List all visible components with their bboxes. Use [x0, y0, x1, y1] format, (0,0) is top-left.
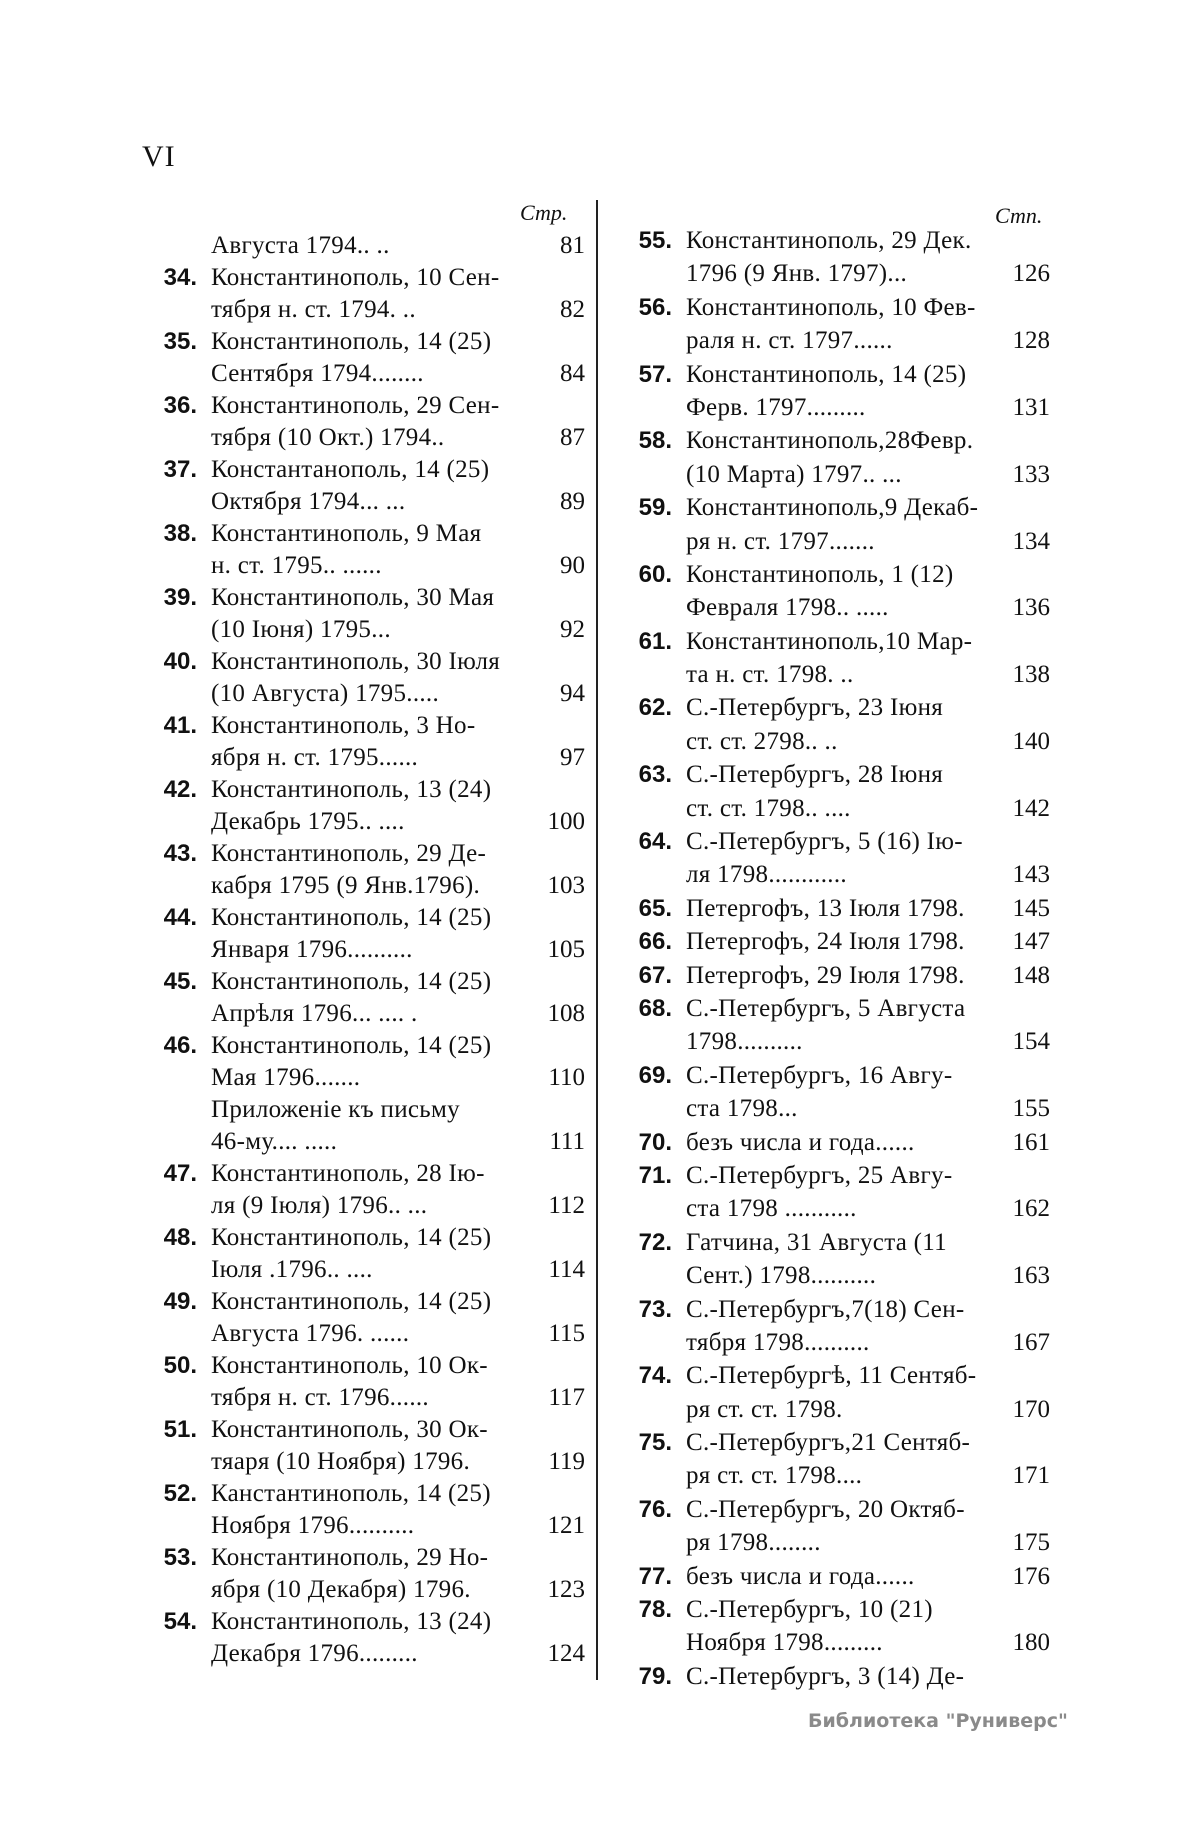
toc-line	[135, 614, 585, 646]
toc-line	[135, 294, 585, 326]
entry-title: кабря 1795 (9 Янв.1796).	[211, 872, 481, 899]
toc-line	[135, 1542, 585, 1574]
entry-page-number: 140	[1012, 727, 1050, 755]
toc-line	[610, 1259, 1050, 1292]
toc-line	[610, 925, 1050, 958]
entry-number: 44.	[163, 904, 197, 931]
entry-title: С.-Петербургъ, 10 (21)	[686, 1596, 933, 1624]
entry-title: Константинополь, 30 Мая	[211, 584, 495, 611]
toc-line	[610, 1025, 1050, 1058]
entry-title: Октября 1794... ...	[211, 488, 406, 515]
toc-line	[135, 998, 585, 1030]
toc-line	[135, 230, 585, 262]
entry-title: Апрѣля 1796... .... .	[211, 1000, 418, 1027]
entry-number: 73.	[638, 1295, 672, 1323]
entry-page-number: 131	[1012, 393, 1050, 421]
entry-page-number: 143	[1012, 861, 1050, 889]
entry-title: (10 Іюня) 1795...	[211, 616, 391, 643]
entry-page-number: 138	[1012, 661, 1050, 689]
toc-line	[135, 454, 585, 486]
toc-line	[610, 1626, 1050, 1659]
entry-title: С.-Петербургъ, 5 (16) Ію-	[686, 828, 963, 856]
toc-line	[610, 1526, 1050, 1559]
entry-title: ста 1798...	[686, 1095, 798, 1123]
entry-page-number: 105	[547, 936, 585, 963]
entry-number: 60.	[638, 560, 672, 588]
toc-line	[135, 550, 585, 582]
entry-title: Константинополь, 29 Де-	[211, 840, 487, 867]
entry-title: Ноября 1796..........	[211, 1512, 415, 1539]
toc-line	[135, 1446, 585, 1478]
entry-page-number: 148	[1012, 961, 1050, 989]
entry-title: ря 1798........	[686, 1529, 821, 1557]
entry-title: Константинополь, 9 Мая	[211, 520, 482, 547]
entry-title: Константинополь, 29 Но-	[211, 1544, 489, 1571]
entry-number: 74.	[638, 1362, 672, 1390]
toc-line	[610, 1426, 1050, 1459]
entry-page-number: 97	[560, 744, 585, 771]
entry-title: С.-Петербургъ, 23 Іюня	[686, 694, 944, 722]
entry-title: Ферв. 1797.........	[686, 393, 866, 421]
entry-number: 41.	[163, 712, 197, 739]
toc-line	[610, 324, 1050, 357]
toc-line	[610, 558, 1050, 591]
toc-line	[135, 518, 585, 550]
entry-title: С.-Петербургъ,7(18) Сен-	[686, 1295, 965, 1323]
entry-number: 46.	[163, 1032, 197, 1059]
entry-title: ля 1798............	[686, 861, 847, 889]
toc-line	[610, 424, 1050, 457]
entry-title: н. ст. 1795.. ......	[211, 552, 382, 579]
entry-number: 43.	[163, 840, 197, 867]
toc-line	[610, 1159, 1050, 1192]
entry-title: ст. ст. 2798.. ..	[686, 727, 838, 755]
entry-title: Сент.) 1798..........	[686, 1262, 877, 1290]
toc-line	[610, 858, 1050, 891]
entry-page-number: 90	[560, 552, 585, 579]
entry-title: С.-Петербургѣ, 11 Сентяб-	[686, 1362, 977, 1390]
entry-number: 63.	[638, 761, 672, 789]
entry-title: раля н. ст. 1797......	[686, 327, 893, 355]
entry-page-number: 87	[560, 424, 585, 451]
entry-number: 51.	[163, 1416, 197, 1443]
toc-line	[610, 1660, 1050, 1693]
entry-title: Константинополь, 13 (24)	[211, 776, 492, 803]
toc-line	[135, 486, 585, 518]
entry-page-number: 81	[560, 232, 585, 259]
entry-title: Гатчина, 31 Августа (11	[686, 1228, 947, 1256]
toc-line	[610, 625, 1050, 658]
entry-number: 50.	[163, 1352, 197, 1379]
entry-title: Константинополь, 3 Но-	[211, 712, 476, 739]
toc-line	[135, 774, 585, 806]
toc-line	[135, 1414, 585, 1446]
entry-title: Константинополь, 29 Сен-	[211, 392, 500, 419]
entry-page-number: 126	[1012, 260, 1050, 288]
entry-number: 62.	[638, 694, 672, 722]
entry-number: 65.	[638, 894, 672, 922]
toc-line	[135, 870, 585, 902]
entry-title: ября (10 Декабря) 1796.	[211, 1576, 471, 1603]
entry-title: 1796 (9 Янв. 1797)...	[686, 260, 908, 288]
toc-line	[135, 390, 585, 422]
entry-title: Константинополь, 30 Ок-	[211, 1416, 488, 1443]
entry-number: 42.	[163, 776, 197, 803]
entry-title: Константинополь, 10 Сен-	[211, 264, 500, 291]
entry-title: Константинополь, 13 (24)	[211, 1608, 492, 1635]
entry-number: 58.	[638, 427, 672, 455]
entry-title: С.-Петербургъ, 3 (14) Де-	[686, 1662, 965, 1690]
entry-title: Петергофъ, 24 Іюля 1798.	[686, 928, 965, 956]
toc-line	[135, 1286, 585, 1318]
entry-title: Канстантинополь, 14 (25)	[211, 1480, 491, 1507]
entry-number: 39.	[163, 584, 197, 611]
entry-page-number: 176	[1012, 1562, 1050, 1590]
entry-title: С.-Петербургъ, 5 Августа	[686, 994, 966, 1022]
entry-page-number: 142	[1012, 794, 1050, 822]
toc-line	[610, 892, 1050, 925]
toc-line	[135, 1638, 585, 1670]
entry-page-number: 82	[560, 296, 585, 323]
toc-line	[610, 1326, 1050, 1359]
toc-line	[135, 742, 585, 774]
entry-number: 37.	[163, 456, 197, 483]
library-watermark: Библиотека "Руниверс"	[808, 1710, 1068, 1732]
entry-title: С.-Петербургъ, 25 Авгу-	[686, 1161, 953, 1189]
entry-page-number: 175	[1012, 1529, 1050, 1557]
entry-page-number: 147	[1012, 928, 1050, 956]
entry-page-number: 115	[548, 1320, 585, 1347]
toc-line	[135, 1126, 585, 1158]
toc-line	[135, 358, 585, 390]
entry-title: Февраля 1798.. .....	[686, 594, 889, 622]
entry-number: 78.	[638, 1596, 672, 1624]
toc-right-column	[610, 224, 1050, 1693]
entry-number: 38.	[163, 520, 197, 547]
entry-page-number: 110	[548, 1064, 585, 1091]
toc-line	[610, 525, 1050, 558]
toc-line	[135, 646, 585, 678]
toc-line	[135, 1190, 585, 1222]
entry-title: Константанополь, 14 (25)	[211, 456, 490, 483]
toc-line	[135, 1574, 585, 1606]
entry-title: ста 1798 ...........	[686, 1195, 857, 1223]
toc-line	[610, 291, 1050, 324]
entry-number: 55.	[638, 227, 672, 254]
toc-line	[135, 1318, 585, 1350]
toc-line	[135, 710, 585, 742]
entry-number: 77.	[638, 1562, 672, 1590]
entry-number: 56.	[638, 293, 672, 321]
entry-title: Константинополь, 14 (25)	[211, 904, 492, 931]
entry-title: ря ст. ст. 1798....	[686, 1462, 863, 1490]
entry-number: 64.	[638, 828, 672, 856]
toc-line	[135, 1478, 585, 1510]
toc-line	[610, 992, 1050, 1025]
toc-line	[135, 1158, 585, 1190]
toc-line	[135, 582, 585, 614]
entry-title: Декабрь 1795.. ....	[211, 808, 405, 835]
toc-line	[610, 1393, 1050, 1426]
entry-title: (10 Августа) 1795.....	[211, 680, 440, 707]
entry-number: 36.	[163, 392, 197, 419]
toc-line	[135, 1350, 585, 1382]
toc-line	[135, 1222, 585, 1254]
entry-number: 45.	[163, 968, 197, 995]
entry-title: Константинополь, 10 Фев-	[686, 293, 976, 321]
entry-title: 1798..........	[686, 1028, 803, 1056]
toc-line	[610, 959, 1050, 992]
toc-line	[610, 491, 1050, 524]
entry-page-number: 128	[1012, 327, 1050, 355]
entry-number: 35.	[163, 328, 197, 355]
entry-page-number: 100	[547, 808, 585, 835]
entry-title: Августа 1796. ......	[211, 1320, 410, 1347]
entry-page-number: 92	[560, 616, 585, 643]
entry-title: Ноября 1798.........	[686, 1629, 883, 1657]
toc-line	[610, 825, 1050, 858]
toc-line	[135, 262, 585, 294]
entry-title: Константинополь, 1 (12)	[686, 560, 954, 588]
entry-title: тября (10 Окт.) 1794..	[211, 424, 445, 451]
entry-page-number: 111	[549, 1128, 585, 1155]
entry-page-number: 170	[1012, 1395, 1050, 1423]
entry-page-number: 161	[1012, 1128, 1050, 1156]
toc-left-column	[135, 230, 585, 1670]
toc-line	[135, 1254, 585, 1286]
toc-line	[610, 1059, 1050, 1092]
toc-line	[610, 758, 1050, 791]
toc-line	[135, 1382, 585, 1414]
entry-number: 68.	[638, 994, 672, 1022]
entry-number: 34.	[163, 264, 197, 291]
entry-title: С.-Петербургъ,21 Сентяб-	[686, 1429, 971, 1457]
entry-title: Константинополь, 29 Дек.	[686, 227, 972, 254]
toc-line	[135, 422, 585, 454]
entry-title: тября н. ст. 1796......	[211, 1384, 429, 1411]
toc-line	[135, 966, 585, 998]
entry-page-number: 180	[1012, 1629, 1050, 1657]
entry-title: Константинополь, 14 (25)	[211, 1032, 492, 1059]
entry-title: тяаря (10 Ноября) 1796.	[211, 1448, 471, 1475]
entry-number: 52.	[163, 1480, 197, 1507]
toc-line	[135, 934, 585, 966]
toc-line	[610, 1459, 1050, 1492]
entry-title: (10 Марта) 1797.. ...	[686, 460, 902, 488]
toc-line	[610, 591, 1050, 624]
entry-number: 53.	[163, 1544, 197, 1571]
toc-line	[610, 1192, 1050, 1225]
entry-title: ля (9 Іюля) 1796.. ...	[211, 1192, 428, 1219]
entry-page-number: 136	[1012, 594, 1050, 622]
entry-title: Константинополь,28Февр.	[686, 427, 974, 455]
entry-number: 66.	[638, 928, 672, 956]
entry-title: С.-Петербургъ, 20 Октяб-	[686, 1495, 965, 1523]
entry-title: Января 1796..........	[211, 936, 413, 963]
entry-number: 67.	[638, 961, 672, 989]
entry-number: 79.	[638, 1662, 672, 1690]
entry-title: Константинополь, 14 (25)	[211, 1288, 492, 1315]
toc-line	[610, 1293, 1050, 1326]
entry-title: Сентября 1794........	[211, 360, 424, 387]
entry-number: 71.	[638, 1161, 672, 1189]
entry-title: ст. ст. 1798.. ....	[686, 794, 851, 822]
column-divider	[596, 200, 598, 1680]
entry-title: Іюля .1796.. ....	[211, 1256, 373, 1283]
toc-line	[610, 458, 1050, 491]
entry-title: Константинополь, 14 (25)	[686, 360, 967, 388]
toc-line	[610, 1560, 1050, 1593]
entry-page-number: 167	[1012, 1328, 1050, 1356]
entry-page-number: 117	[548, 1384, 585, 1411]
toc-line	[610, 1226, 1050, 1259]
toc-line	[135, 1606, 585, 1638]
right-page-column-header: Стп.	[995, 203, 1043, 228]
toc-line	[135, 1030, 585, 1062]
toc-line	[610, 391, 1050, 424]
entry-title: тября н. ст. 1794. ..	[211, 296, 416, 323]
entry-page-number: 133	[1012, 460, 1050, 488]
entry-title: безъ числа и года......	[686, 1128, 915, 1156]
toc-line	[135, 326, 585, 358]
toc-line	[610, 658, 1050, 691]
toc-line	[610, 1493, 1050, 1526]
entry-page-number: 154	[1012, 1028, 1050, 1056]
entry-number: 70.	[638, 1128, 672, 1156]
entry-page-number: 89	[560, 488, 585, 515]
entry-title: тября 1798..........	[686, 1328, 870, 1356]
entry-page-number: 145	[1012, 894, 1050, 922]
entry-title: та н. ст. 1798. ..	[686, 661, 854, 689]
toc-line	[610, 257, 1050, 290]
entry-number: 54.	[163, 1608, 197, 1635]
entry-title: Константинополь, 14 (25)	[211, 1224, 492, 1251]
toc-line	[610, 725, 1050, 758]
toc-line	[135, 1062, 585, 1094]
entry-number: 61.	[638, 627, 672, 655]
entry-title: Константинополь, 14 (25)	[211, 968, 492, 995]
toc-line	[610, 358, 1050, 391]
toc-line	[610, 1126, 1050, 1159]
entry-title: Константинополь, 30 Іюля	[211, 648, 501, 675]
entry-title: С.-Петербургъ, 28 Іюня	[686, 761, 944, 789]
entry-number: 47.	[163, 1160, 197, 1187]
entry-title: Константинополь,9 Декаб-	[686, 494, 979, 522]
entry-page-number: 112	[548, 1192, 585, 1219]
entry-page-number: 121	[547, 1512, 585, 1539]
entry-title: Приложеніе къ письму	[211, 1096, 460, 1123]
entry-title: Августа 1794.. ..	[211, 232, 390, 259]
entry-page-number: 134	[1012, 527, 1050, 555]
toc-line	[610, 1092, 1050, 1125]
page-folio: VI	[142, 140, 176, 173]
entry-title: С.-Петербургъ, 16 Авгу-	[686, 1061, 953, 1089]
entry-page-number: 84	[560, 360, 585, 387]
entry-title: Константинополь, 28 Ію-	[211, 1160, 485, 1187]
toc-line	[610, 792, 1050, 825]
entry-page-number: 163	[1012, 1262, 1050, 1290]
toc-line	[135, 1510, 585, 1542]
entry-page-number: 94	[560, 680, 585, 707]
entry-number: 48.	[163, 1224, 197, 1251]
left-page-column-header: Стр.	[520, 200, 568, 225]
entry-title: ря ст. ст. 1798.	[686, 1395, 843, 1423]
entry-title: ря н. ст. 1797.......	[686, 527, 875, 555]
toc-line	[610, 1359, 1050, 1392]
entry-number: 76.	[638, 1495, 672, 1523]
entry-title: Декабря 1796.........	[211, 1640, 418, 1667]
entry-number: 69.	[638, 1061, 672, 1089]
entry-title: Петергофъ, 13 Іюля 1798.	[686, 894, 965, 922]
entry-page-number: 155	[1012, 1095, 1050, 1123]
toc-line	[135, 806, 585, 838]
entry-page-number: 114	[548, 1256, 585, 1283]
entry-title: ября н. ст. 1795......	[211, 744, 419, 771]
toc-line	[610, 691, 1050, 724]
entry-title: безъ числа и года......	[686, 1562, 915, 1590]
entry-page-number: 103	[547, 872, 585, 899]
entry-number: 57.	[638, 360, 672, 388]
entry-page-number: 119	[548, 1448, 585, 1475]
entry-title: Петергофъ, 29 Іюля 1798.	[686, 961, 965, 989]
entry-number: 40.	[163, 648, 197, 675]
entry-title: Мая 1796.......	[211, 1064, 361, 1091]
entry-title: Константинополь, 14 (25)	[211, 328, 492, 355]
entry-page-number: 171	[1012, 1462, 1050, 1490]
entry-title: 46-му.... .....	[211, 1128, 338, 1155]
entry-number: 59.	[638, 494, 672, 522]
entry-page-number: 124	[547, 1640, 585, 1667]
entry-number: 49.	[163, 1288, 197, 1315]
entry-page-number: 108	[547, 1000, 585, 1027]
toc-line	[610, 1593, 1050, 1626]
toc-line	[135, 1094, 585, 1126]
toc-line	[135, 902, 585, 934]
toc-line	[135, 678, 585, 710]
entry-number: 75.	[638, 1429, 672, 1457]
entry-page-number: 162	[1012, 1195, 1050, 1223]
entry-number: 72.	[638, 1228, 672, 1256]
entry-title: Константинополь,10 Мар-	[686, 627, 973, 655]
toc-line	[135, 838, 585, 870]
entry-page-number: 123	[547, 1576, 585, 1603]
entry-title: Константинополь, 10 Ок-	[211, 1352, 488, 1379]
toc-line	[610, 224, 1050, 257]
